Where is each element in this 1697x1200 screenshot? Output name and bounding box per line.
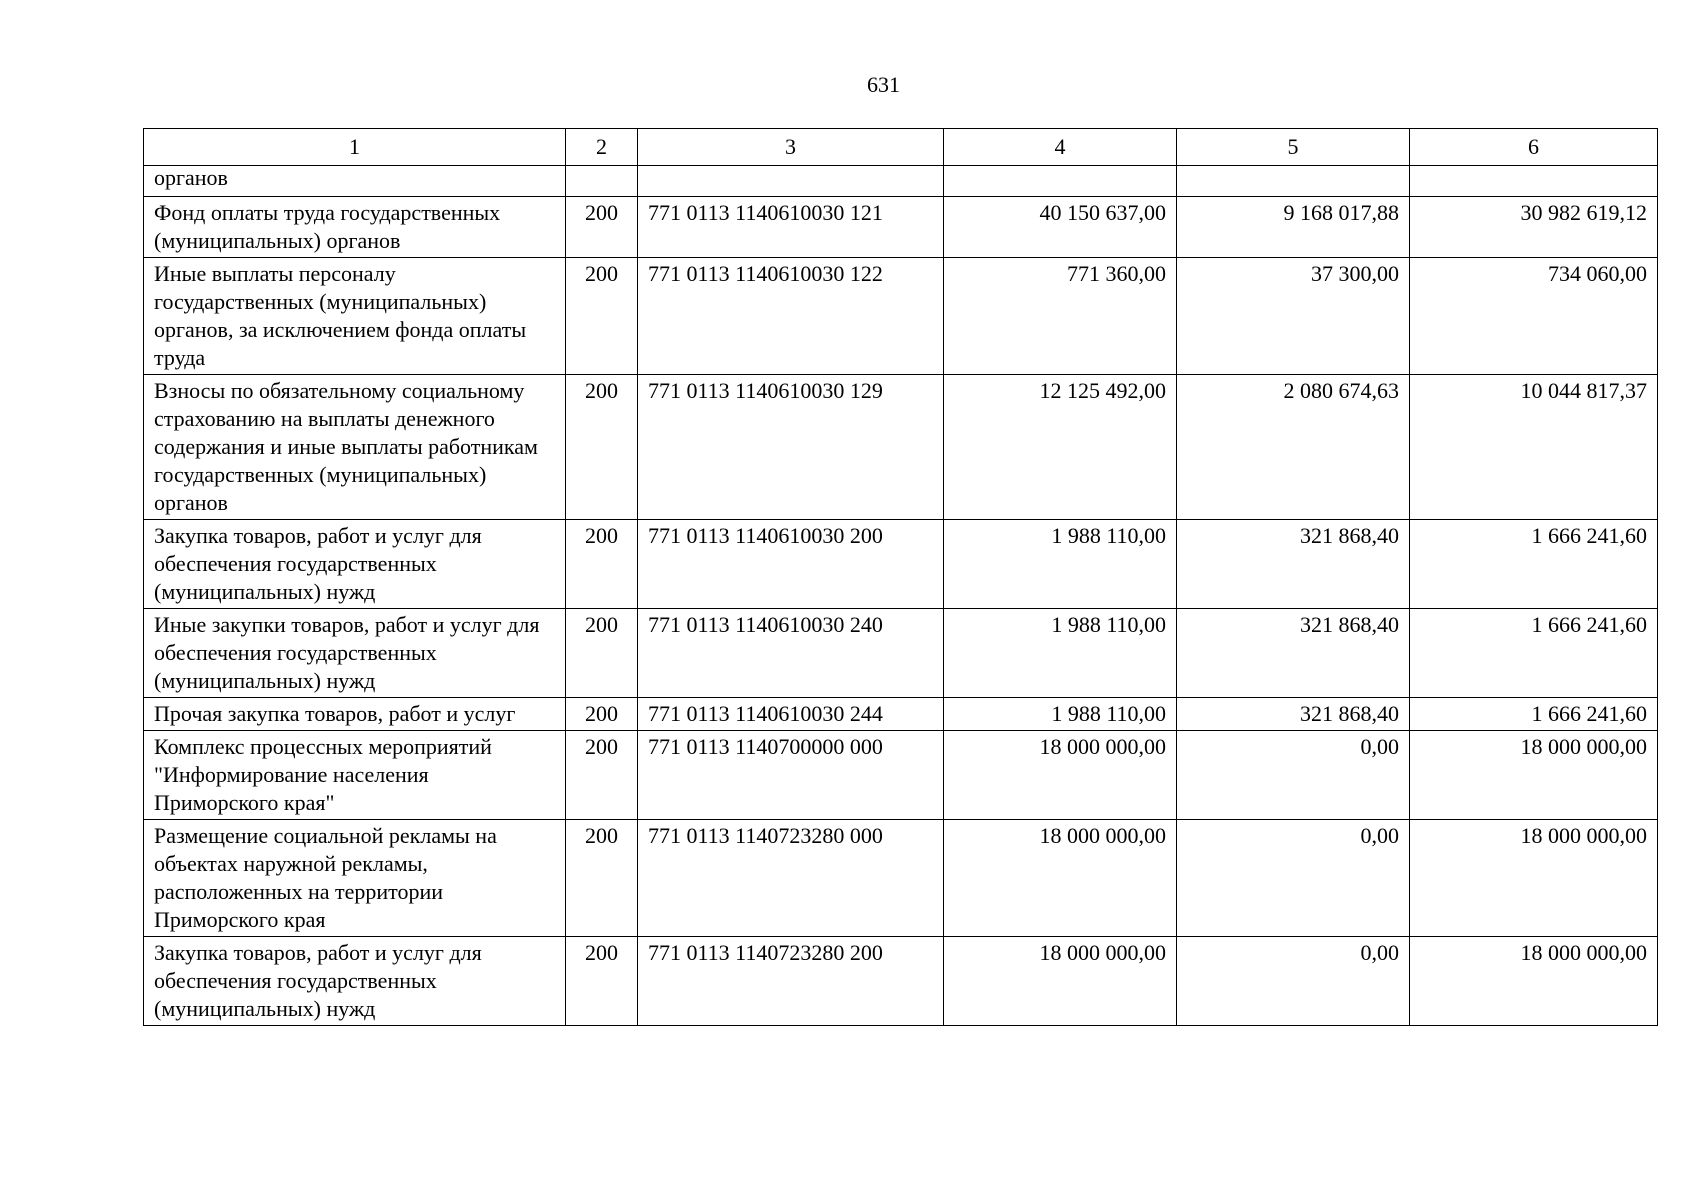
table-row — [144, 258, 1658, 375]
column-header-6: 6 — [1410, 129, 1658, 166]
budget-table — [143, 128, 1658, 1026]
row-value-6: 30 982 619,12 — [1410, 197, 1658, 258]
row-name: Взносы по обязательному социальному страхованию на выплаты денежного содержания и иные выплаты работникам государственных (муниципальных) органов — [144, 375, 566, 520]
row-admin-code: 200 — [566, 520, 638, 609]
row-value-4: 1 988 110,00 — [944, 609, 1177, 698]
row-value-4: 18 000 000,00 — [944, 937, 1177, 1026]
column-header-5: 5 — [1177, 129, 1410, 166]
row-value-5: 0,00 — [1177, 731, 1410, 820]
table-row-continuation — [144, 166, 1658, 197]
row-budget-code: 771 0113 1140610030 200 — [638, 520, 944, 609]
row-value-4: 18 000 000,00 — [944, 820, 1177, 937]
row-value-4: 1 988 110,00 — [944, 520, 1177, 609]
row-budget-code: 771 0113 1140610030 122 — [638, 258, 944, 375]
row-budget-code: 771 0113 1140723280 000 — [638, 820, 944, 937]
column-header-1: 1 — [144, 129, 566, 166]
row-value-5: 321 868,40 — [1177, 520, 1410, 609]
row-name: Прочая закупка товаров, работ и услуг — [144, 698, 566, 731]
row-value-5: 0,00 — [1177, 820, 1410, 937]
row-name: Фонд оплаты труда государственных (муниципальных) органов — [144, 197, 566, 258]
row-value-6: 18 000 000,00 — [1410, 820, 1658, 937]
table-row — [144, 937, 1658, 1026]
table-header — [144, 129, 1658, 166]
row-name: органов — [144, 166, 566, 197]
row-value-4: 12 125 492,00 — [944, 375, 1177, 520]
row-admin-code: 200 — [566, 820, 638, 937]
row-value-5: 0,00 — [1177, 937, 1410, 1026]
row-name: Иные выплаты персоналу государственных (муниципальных) органов, за исключением фонда оплаты труда — [144, 258, 566, 375]
row-name: Закупка товаров, работ и услуг для обеспечения государственных (муниципальных) нужд — [144, 937, 566, 1026]
row-value-6: 18 000 000,00 — [1410, 731, 1658, 820]
row-value-4: 771 360,00 — [944, 258, 1177, 375]
row-value-4: 40 150 637,00 — [944, 197, 1177, 258]
row-name: Иные закупки товаров, работ и услуг для обеспечения государственных (муниципальных) нужд — [144, 609, 566, 698]
row-budget-code: 771 0113 1140610030 121 — [638, 197, 944, 258]
row-admin-code: 200 — [566, 258, 638, 375]
table-row — [144, 820, 1658, 937]
table-row — [144, 609, 1658, 698]
row-budget-code — [638, 166, 944, 197]
page-number: 631 — [867, 72, 900, 97]
row-value-6 — [1410, 166, 1658, 197]
row-budget-code: 771 0113 1140723280 200 — [638, 937, 944, 1026]
row-value-5: 321 868,40 — [1177, 609, 1410, 698]
row-value-4: 1 988 110,00 — [944, 698, 1177, 731]
row-value-5: 2 080 674,63 — [1177, 375, 1410, 520]
column-header-4: 4 — [944, 129, 1177, 166]
row-name: Закупка товаров, работ и услуг для обеспечения государственных (муниципальных) нужд — [144, 520, 566, 609]
row-admin-code: 200 — [566, 375, 638, 520]
row-value-6: 1 666 241,60 — [1410, 520, 1658, 609]
column-header-2: 2 — [566, 129, 638, 166]
table-row — [144, 731, 1658, 820]
row-value-6: 734 060,00 — [1410, 258, 1658, 375]
table-row — [144, 698, 1658, 731]
row-admin-code: 200 — [566, 609, 638, 698]
row-value-6: 1 666 241,60 — [1410, 698, 1658, 731]
row-budget-code: 771 0113 1140610030 129 — [638, 375, 944, 520]
row-admin-code: 200 — [566, 731, 638, 820]
row-value-5 — [1177, 166, 1410, 197]
row-value-5: 37 300,00 — [1177, 258, 1410, 375]
row-name: Размещение социальной рекламы на объектах наружной рекламы, расположенных на территории Приморского края — [144, 820, 566, 937]
row-admin-code — [566, 166, 638, 197]
row-value-6: 10 044 817,37 — [1410, 375, 1658, 520]
row-budget-code: 771 0113 1140700000 000 — [638, 731, 944, 820]
row-value-4 — [944, 166, 1177, 197]
table-row — [144, 520, 1658, 609]
row-value-4: 18 000 000,00 — [944, 731, 1177, 820]
column-header-3: 3 — [638, 129, 944, 166]
header-row — [144, 129, 1658, 166]
row-value-6: 18 000 000,00 — [1410, 937, 1658, 1026]
table-row — [144, 197, 1658, 258]
row-value-5: 9 168 017,88 — [1177, 197, 1410, 258]
table-row — [144, 375, 1658, 520]
row-value-5: 321 868,40 — [1177, 698, 1410, 731]
table-body — [144, 166, 1658, 1026]
row-admin-code: 200 — [566, 698, 638, 731]
row-budget-code: 771 0113 1140610030 240 — [638, 609, 944, 698]
row-value-6: 1 666 241,60 — [1410, 609, 1658, 698]
row-name: Комплекс процессных мероприятий "Информирование населения Приморского края" — [144, 731, 566, 820]
row-admin-code: 200 — [566, 937, 638, 1026]
row-admin-code: 200 — [566, 197, 638, 258]
row-budget-code: 771 0113 1140610030 244 — [638, 698, 944, 731]
